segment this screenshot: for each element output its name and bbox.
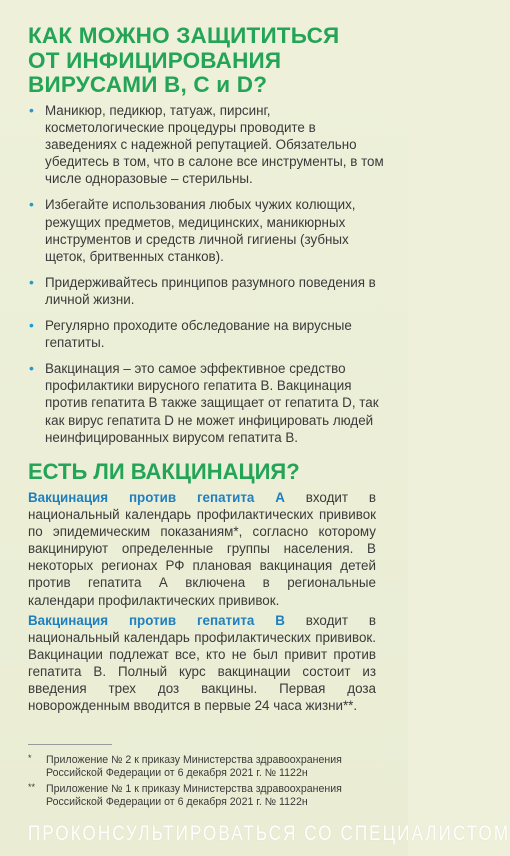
title-line: ВИРУСАМИ В, С и D? <box>28 72 268 97</box>
list-item <box>28 360 384 445</box>
bullet-icon: • <box>29 273 34 290</box>
list-item <box>28 274 384 308</box>
list-item-text: Придерживайтесь принципов разумного поведения в личной жизни. <box>45 274 376 307</box>
section-title-vaccination: ЕСТЬ ЛИ ВАКЦИНАЦИЯ? <box>28 459 300 484</box>
title-line: КАК МОЖНО ЗАЩИТИТЬСЯ <box>28 23 340 48</box>
footnotes <box>28 754 378 812</box>
list-item <box>28 102 384 187</box>
list-item-text: Избегайте использования любых чужих колющих, режущих предметов, медицинских, маникюрных инструментов и средств личной гигиены (зубных щеток, бритвенных станков). <box>45 197 356 264</box>
footnote-mark: ** <box>28 781 36 792</box>
list-item <box>28 317 384 351</box>
footnote-mark: * <box>28 753 32 763</box>
title-line: ОТ ИНФИЦИРОВАНИЯ <box>28 47 282 73</box>
paragraph-lead: Вакцинация против гепатита В <box>28 613 285 628</box>
paragraph-text: входит в национальный календарь профилактических прививок. Вакцинации подлежат все, кто не был привит против гепатита В. Полный курс вакцинации состоит из введения трех доз вакцины. Первая доза новорожденным вводится в первые 24 часа жизни**. <box>28 613 376 714</box>
list-item-text: Маникюр, педикюр, татуаж, пирсинг, косметологические процедуры проводите в заведениях с надежной репутацией. Обязательно убедитесь в том, что в салоне все инструменты, в том числе одноразовые – стерильны. <box>45 103 384 187</box>
paragraph-hepatitis-a <box>28 489 376 609</box>
bullet-icon: • <box>29 102 34 118</box>
bullet-icon: • <box>29 317 34 334</box>
footnote <box>28 754 378 781</box>
footnote-text: Приложение № 1 к приказу Министерства здравоохранения Российской Федерации от 6 декабря 2021 г. № 1122н <box>46 782 342 809</box>
paragraph-hepatitis-b <box>28 612 376 715</box>
protection-list <box>28 102 384 455</box>
list-item-text: Вакцинация – это самое эффективное средство профилактики вирусного гепатита В. Вакцинация против гепатита В также защищает от гепатита D, так как вирус гепатита D не может инфицировать людей неинфицированных вирусом гепатита В. <box>45 361 379 445</box>
footnote-text: Приложение № 2 к приказу Министерства здравоохранения Российской Федерации от 6 декабря 2021 г. № 1122н <box>46 754 342 780</box>
list-item-text: Регулярно проходите обследование на вирусные гепатиты. <box>45 318 352 351</box>
paragraph-text: входит в национальный календарь профилактических прививок по эпидемическим показаниям*, согласно которому вакцинируют определенные группы населения. В некоторых регионах РФ плановая вакцинация детей против гепатита А включена в региональные календари профилактических прививок. <box>28 490 376 608</box>
bullet-icon: • <box>29 360 34 377</box>
footnote <box>28 783 378 810</box>
list-item <box>28 196 384 264</box>
slogan-banner: ПРОКОНСУЛЬТИРОВАТЬСЯ СО СПЕЦИАЛИСТОМ <box>28 821 510 845</box>
bullet-icon: • <box>29 196 34 213</box>
section-title-protection <box>28 24 388 98</box>
paragraph-lead: Вакцинация против гепатита А <box>28 490 285 505</box>
footnote-divider <box>28 744 112 745</box>
